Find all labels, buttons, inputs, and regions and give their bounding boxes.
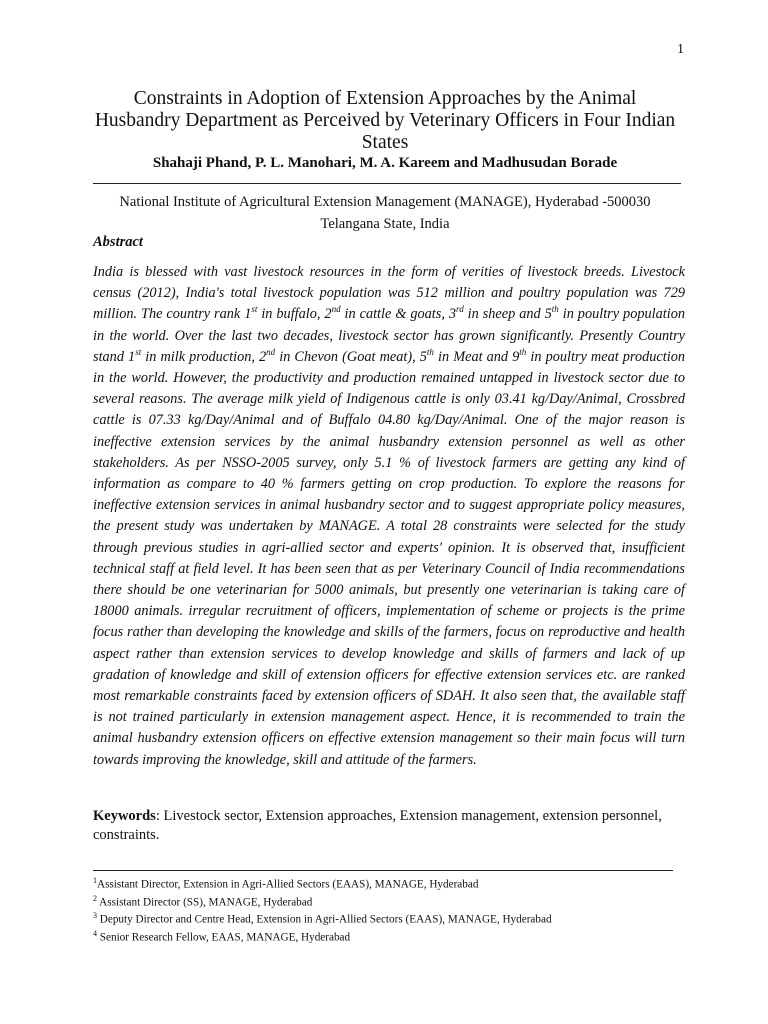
superscript: th (551, 304, 559, 315)
superscript: nd (266, 347, 276, 358)
superscript: st (251, 304, 258, 315)
footnote-mark: 1 (93, 876, 97, 885)
footnote-text: Assistant Director, Extension in Agri-Allied Sectors (EAAS), MANAGE, Hyderabad (97, 878, 479, 891)
abstract-segment: in sheep and 5 (463, 306, 552, 323)
abstract-heading: Abstract (93, 234, 143, 250)
abstract-segment: in Chevon (Goat meat), 5 (275, 348, 427, 365)
superscript: st (135, 347, 142, 358)
keywords-text: : Livestock sector, Extension approaches, Extension management, extension personnel, constraints. (93, 808, 662, 843)
footnote-mark: 4 (93, 929, 97, 939)
abstract-segment: in poultry meat production in the world. However, the productivity and production remained untapped in livestock sector due to several reasons. The average milk yield of Indigenous cattle is only 03.41 kg/Day/Animal, Crossbred cattle is 07.33 kg/Day/Animal and of Buffalo 04.80 kg/Day/Animal. One of the major reason is ineffective extension services by the animal husbandry extension personnel as well as other stakeholders. As per NSSO-2005 survey, only 5.1 % of livestock farmers are getting any kind of information as compare to 40 % farmers getting on crop production. To explore the reasons for ineffective extension services in animal husbandry sector and to suggest appropriate policy measures, the present study was undertaken by MANAGE. A total 28 constraints were selected for the study through previous studies in agri-allied sector and experts' opinion. It is observed that, insufficient technical staff at field level. It has been seen that as per Veterinary Council of India recommendations there should be one veterinarian for 5000 animals, but presently one veterinarian is taking care of 18000 animals. irregular recruitment of officers, implementation of scheme or projects is the prime focus rather than developing the knowledge and skills of the farmers, focus on reproductive and health aspect rather than extension services to develop knowledge and skills of farmers and lack of up gradation of knowledge and skill of extension officers for effective extension services etc. are ranked most remarkable constraints faced by extension officers of SDAH. It also seen that, the available staff is not trained particularly in extension management aspect. Hence, it is recommended to train the animal husbandry extension officers on effective extension management so their main focus will turn towards improving the knowledge, skill and attitude of the farmers. (93, 348, 685, 768)
abstract-segment: in poultry population in the world. Over the last two decades, livestock sector has grown significantly. Presently Country stand 1 (93, 306, 685, 365)
abstract-segment: in cattle & goats, 3 (340, 306, 457, 323)
paper-title: Constraints in Adoption of Extension Approaches by the Animal Husbandry Department as Perceived by Veterinary Officers in Four Indian States (94, 88, 676, 153)
footnote (93, 909, 685, 927)
abstract-text (93, 262, 685, 771)
superscript: nd (331, 304, 341, 315)
footnote-text: Assistant Director (SS), MANAGE, Hyderabad (97, 896, 313, 909)
footnote (93, 874, 685, 892)
footnote-divider (93, 870, 673, 871)
footnote-text: Deputy Director and Centre Head, Extension in Agri-Allied Sectors (EAAS), MANAGE, Hyderabad (97, 914, 552, 927)
keywords (93, 807, 685, 845)
superscript: th (426, 347, 434, 358)
footnote (93, 892, 685, 910)
abstract-segment: India is blessed with vast livestock resources in the form of verities of livestock breeds. Livestock census (2012), India's total livestock population was 512 million and poultry population was 729 million. The country rank 1 (93, 264, 685, 323)
footnote-mark: 2 (93, 893, 97, 903)
affiliation-line-1: National Institute of Agricultural Extension Management (MANAGE), Hyderabad -500030 (119, 194, 651, 210)
footnote (93, 927, 685, 945)
author-list: Shahaji Phand, P. L. Manohari, M. A. Kareem and Madhusudan Borade (152, 155, 618, 171)
superscript: th (519, 347, 527, 358)
abstract-segment: in Meat and 9 (433, 348, 520, 365)
superscript: rd (456, 304, 464, 315)
abstract-segment: in buffalo, 2 (257, 306, 332, 323)
affiliation (90, 191, 680, 235)
page-number: 1 (677, 42, 684, 57)
header-divider (93, 183, 681, 184)
keywords-label: Keywords (93, 808, 156, 824)
footnotes (93, 874, 685, 945)
footnote-mark: 3 (93, 911, 97, 921)
footnote-text: Senior Research Fellow, EAAS, MANAGE, Hyderabad (97, 931, 351, 944)
abstract-segment: in milk production, 2 (141, 348, 267, 365)
affiliation-line-2: Telangana State, India (320, 216, 450, 232)
